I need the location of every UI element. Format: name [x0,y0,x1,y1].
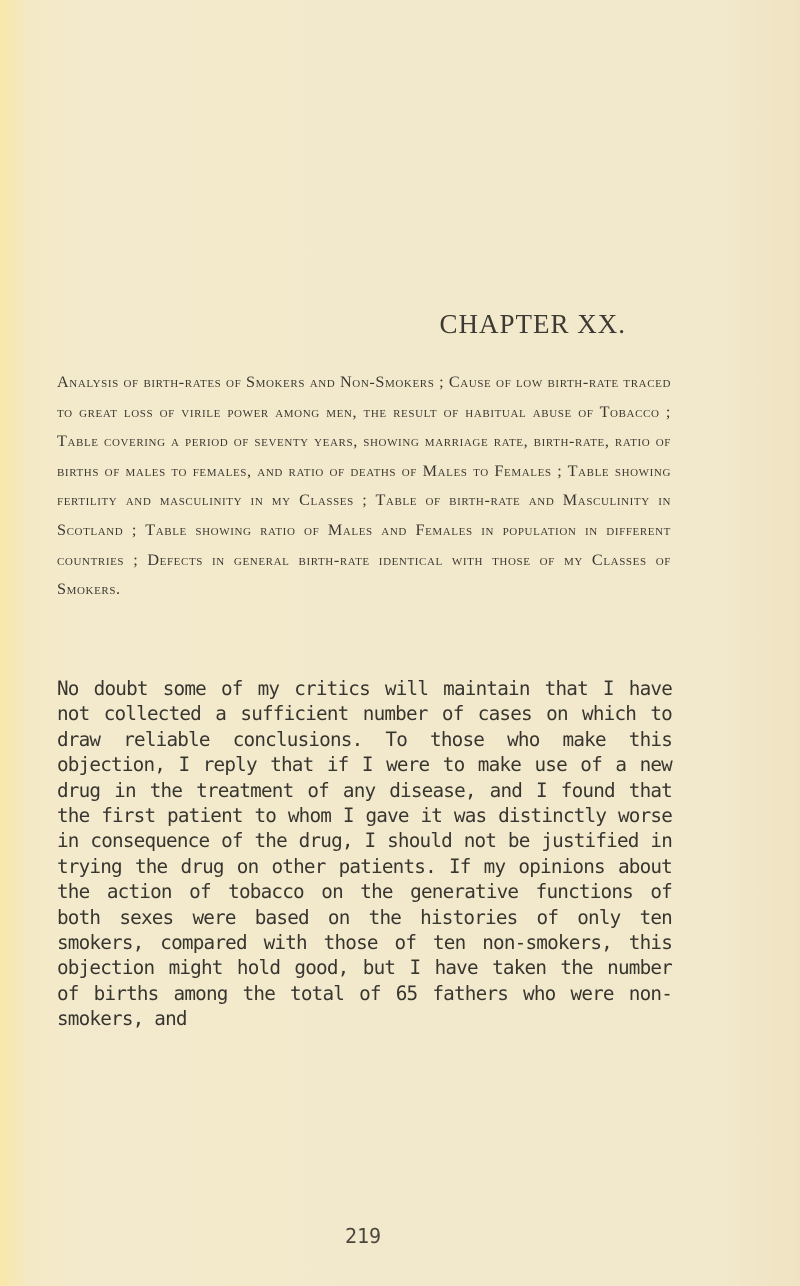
body-paragraph: No doubt some of my critics will maintain that I have not collected a sufficient number of cases on which to draw reliable conclusions. To those who make this objection, I reply that if I were to make use of a new drug in the treatment of any disease, and I found that the first patient to whom I gave it was distinctly worse in consequence of the drug, I should not be justified in trying the drug on other patients. If my opinions about the action of tobacco on the generative functions of both sexes were based on the histories of only ten smokers, compared with those of ten non-smokers, this objection might hold good, but I have taken the number of births among the total of 65 fathers who were non-smokers, and [57,677,672,1031]
chapter-title: CHAPTER XX. [439,309,626,339]
page-number: 219 [344,1224,382,1248]
chapter-synopsis: Analysis of birth-rates of Smokers and Non-Smokers ; Cause of low birth-rate traced to great loss of virile power among men, the result of habitual abuse of Tobacco ; Table covering a period of seventy years, showing marriage rate, birth-rate, ratio of births of males to females, and ratio of deaths of Males to Females ; Table showing fertility and masculinity in my Classes ; Table of birth-rate and Masculinity in Scotland ; Table showing ratio of Males and Females in population in different countries ; Defects in general birth-rate identical with those of my Classes of Smokers. [57,373,672,599]
